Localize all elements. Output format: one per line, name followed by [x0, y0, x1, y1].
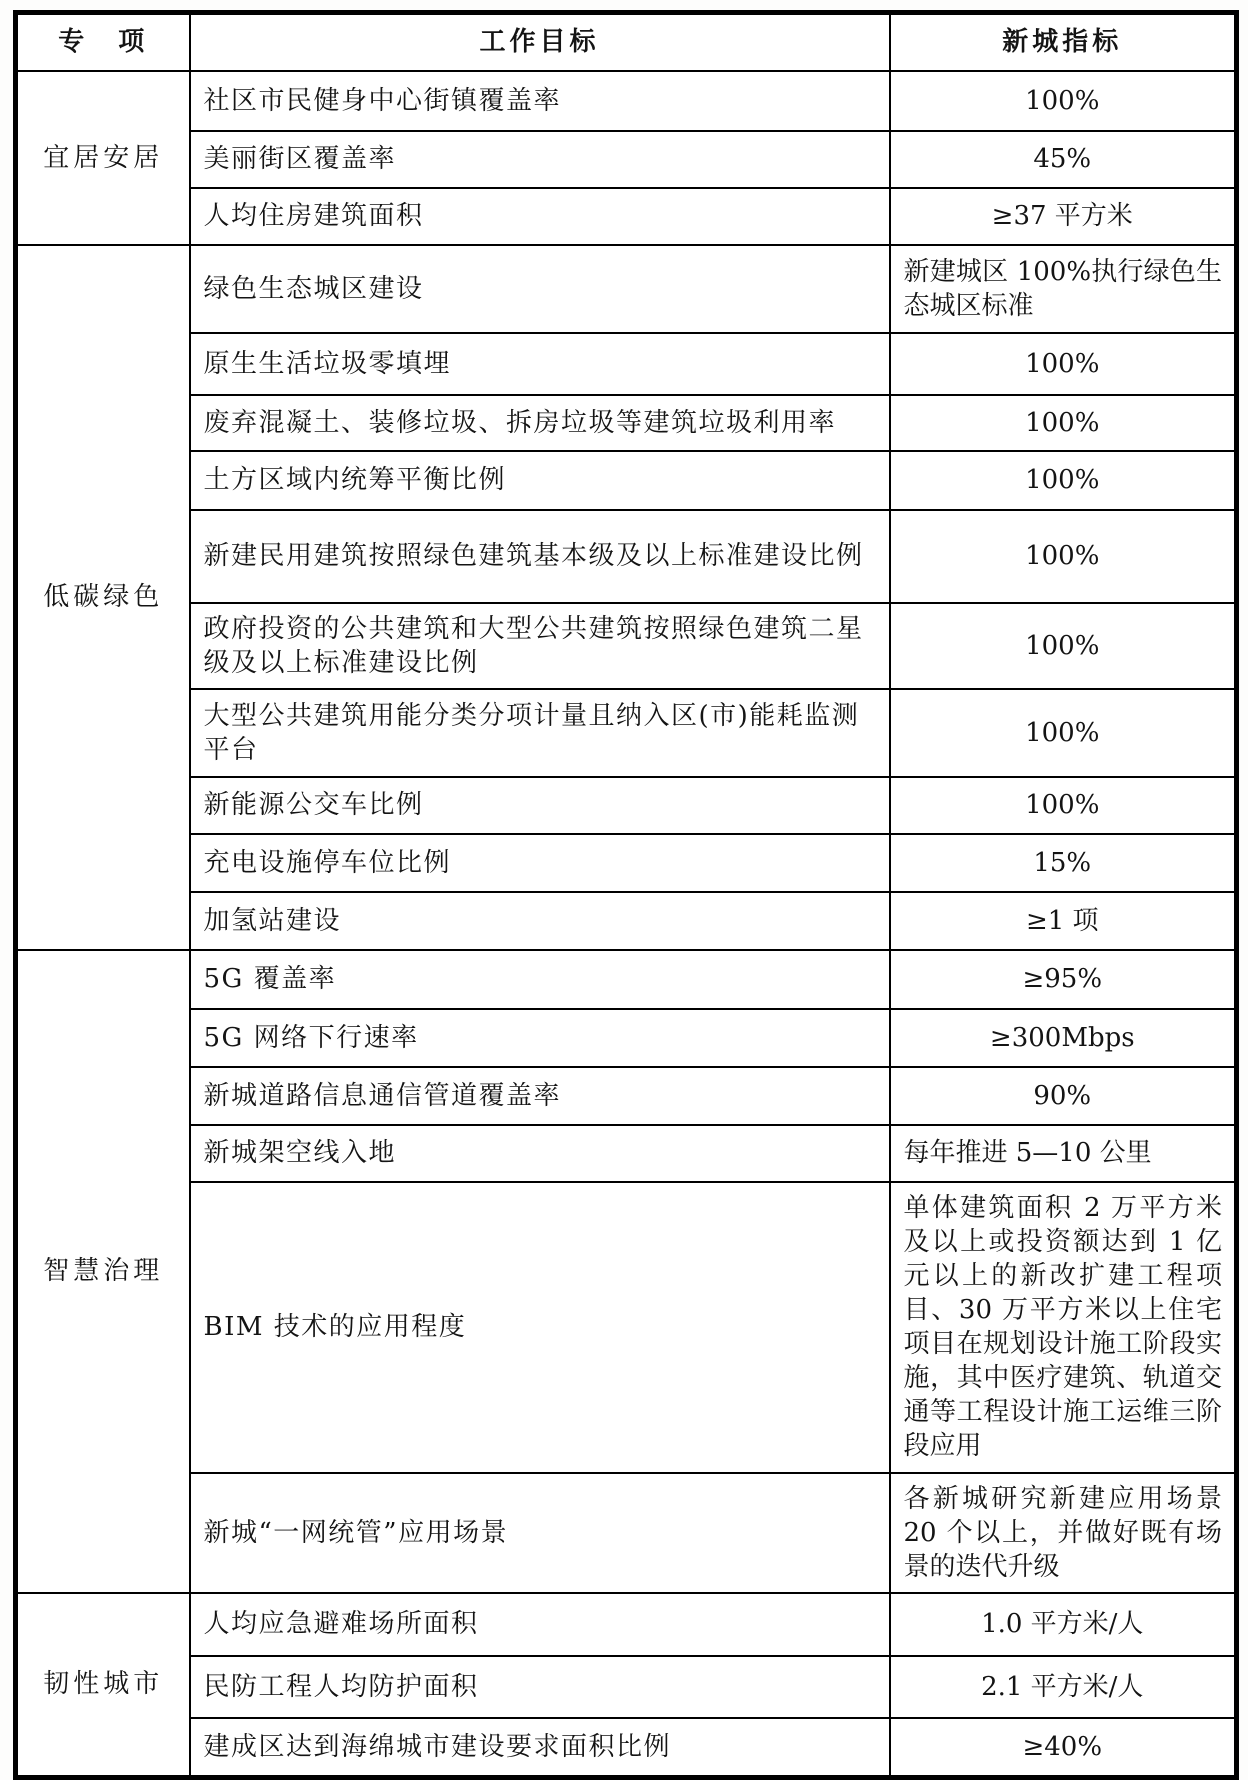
table-row	[16, 333, 1237, 395]
goal-cell: 新城架空线入地	[190, 1125, 890, 1182]
indicator-cell: 90%	[890, 1067, 1237, 1125]
table-row	[16, 1009, 1237, 1067]
group-label-resilient-city: 韧性城市	[16, 1593, 190, 1778]
indicator-cell: 各新城研究新建应用场景 20 个以上，并做好既有场景的迭代升级	[890, 1473, 1237, 1593]
table-row	[16, 131, 1237, 188]
goal-cell: 社区市民健身中心街镇覆盖率	[190, 71, 890, 131]
goal-cell: 美丽街区覆盖率	[190, 131, 890, 188]
goal-cell: 新能源公交车比例	[190, 777, 890, 834]
indicator-cell: 100%	[890, 451, 1237, 510]
goal-cell: 民防工程人均防护面积	[190, 1656, 890, 1718]
goal-cell: 新建民用建筑按照绿色建筑基本级及以上标准建设比例	[190, 510, 890, 603]
indicator-cell: 100%	[890, 603, 1237, 689]
indicator-cell: 单体建筑面积 2 万平方米及以上或投资额达到 1 亿元以上的新改扩建工程项目、30 万平方米以上住宅项目在规划设计施工阶段实施，其中医疗建筑、轨道交通等工程设计施工运维三阶段应用	[890, 1182, 1237, 1473]
table-row	[16, 245, 1237, 333]
table-row	[16, 1473, 1237, 1593]
table-row	[16, 451, 1237, 510]
header-row	[16, 13, 1237, 71]
table-row	[16, 603, 1237, 689]
goal-cell: 5G 覆盖率	[190, 950, 890, 1009]
indicator-cell: 100%	[890, 777, 1237, 834]
table-row	[16, 1718, 1237, 1778]
group-label-low-carbon: 低碳绿色	[16, 245, 190, 950]
indicator-cell: ≥40%	[890, 1718, 1237, 1778]
goal-cell: 政府投资的公共建筑和大型公共建筑按照绿色建筑二星级及以上标准建设比例	[190, 603, 890, 689]
goal-cell: 建成区达到海绵城市建设要求面积比例	[190, 1718, 890, 1778]
goal-cell: 5G 网络下行速率	[190, 1009, 890, 1067]
table-row	[16, 950, 1237, 1009]
document-page	[13, 10, 1239, 1780]
table-row	[16, 892, 1237, 950]
goal-cell: 原生生活垃圾零填埋	[190, 333, 890, 395]
indicator-cell: 100%	[890, 71, 1237, 131]
indicator-cell: 100%	[890, 333, 1237, 395]
group-label-livable: 宜居安居	[16, 71, 190, 245]
header-indicator: 新城指标	[890, 13, 1237, 71]
goal-cell: 加氢站建设	[190, 892, 890, 950]
table-row	[16, 834, 1237, 892]
table-row	[16, 689, 1237, 777]
goal-cell: 大型公共建筑用能分类分项计量且纳入区(市)能耗监测平台	[190, 689, 890, 777]
indicator-cell: 15%	[890, 834, 1237, 892]
indicator-cell: ≥1 项	[890, 892, 1237, 950]
indicator-cell: 新建城区 100%执行绿色生态城区标准	[890, 245, 1237, 333]
table-row	[16, 1593, 1237, 1656]
goal-cell: 人均住房建筑面积	[190, 188, 890, 245]
table-row	[16, 395, 1237, 451]
goal-cell: 土方区域内统筹平衡比例	[190, 451, 890, 510]
table-row	[16, 510, 1237, 603]
goal-cell: BIM 技术的应用程度	[190, 1182, 890, 1473]
indicator-cell: 100%	[890, 689, 1237, 777]
goal-cell: 充电设施停车位比例	[190, 834, 890, 892]
indicator-cell: 100%	[890, 395, 1237, 451]
indicator-cell: ≥37 平方米	[890, 188, 1237, 245]
table-row	[16, 777, 1237, 834]
indicator-cell: ≥95%	[890, 950, 1237, 1009]
indicator-cell: ≥300Mbps	[890, 1009, 1237, 1067]
table-row	[16, 1067, 1237, 1125]
header-category: 专 项	[16, 13, 190, 71]
table-row	[16, 1656, 1237, 1718]
group-label-smart-governance: 智慧治理	[16, 950, 190, 1593]
policy-indicator-table	[13, 10, 1239, 1780]
goal-cell: 新城道路信息通信管道覆盖率	[190, 1067, 890, 1125]
indicator-cell: 每年推进 5—10 公里	[890, 1125, 1237, 1182]
table-row	[16, 188, 1237, 245]
goal-cell: 废弃混凝土、装修垃圾、拆房垃圾等建筑垃圾利用率	[190, 395, 890, 451]
header-goal: 工作目标	[190, 13, 890, 71]
indicator-cell: 45%	[890, 131, 1237, 188]
table-row	[16, 1182, 1237, 1473]
goal-cell: 人均应急避难场所面积	[190, 1593, 890, 1656]
goal-cell: 绿色生态城区建设	[190, 245, 890, 333]
indicator-cell: 100%	[890, 510, 1237, 603]
indicator-cell: 2.1 平方米/人	[890, 1656, 1237, 1718]
table-row	[16, 1125, 1237, 1182]
goal-cell: 新城“一网统管”应用场景	[190, 1473, 890, 1593]
table-row	[16, 71, 1237, 131]
indicator-cell: 1.0 平方米/人	[890, 1593, 1237, 1656]
